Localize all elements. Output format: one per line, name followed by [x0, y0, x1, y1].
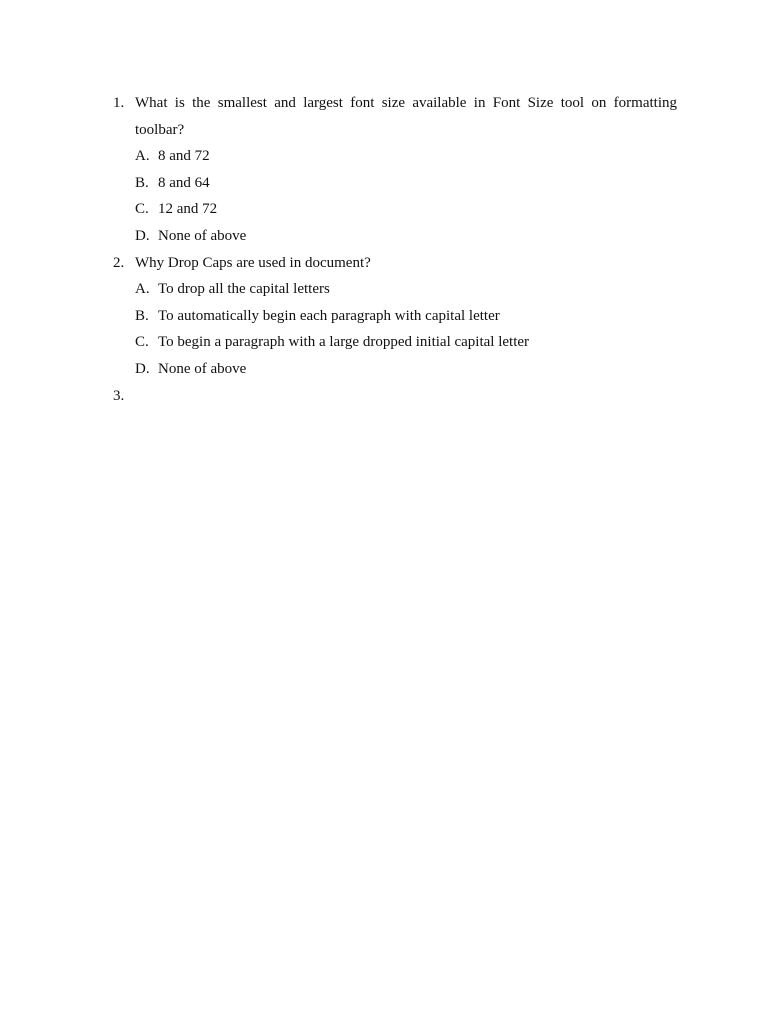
option-text: None of above: [158, 227, 247, 244]
option-item: [135, 143, 677, 170]
option-letter: B.: [135, 174, 149, 191]
option-text: 8 and 64: [158, 174, 210, 191]
option-letter: D.: [135, 227, 150, 244]
question-item: [113, 250, 677, 383]
option-letter: A.: [135, 148, 150, 165]
option-letter: C.: [135, 334, 149, 351]
option-text: To drop all the capital letters: [158, 281, 330, 298]
option-list: [135, 143, 677, 249]
option-letter: A.: [135, 281, 150, 298]
question-item: [113, 90, 677, 250]
option-text: 8 and 72: [158, 148, 210, 165]
option-item: [135, 356, 677, 383]
question-number: 2.: [113, 254, 125, 271]
option-item: [135, 223, 677, 250]
question-number: 1.: [113, 95, 125, 111]
option-list: [135, 276, 677, 382]
question-text: Why Drop Caps are used in document?: [135, 254, 371, 271]
option-item: [135, 329, 677, 356]
option-item: [135, 170, 677, 197]
option-item: [135, 276, 677, 303]
question-text: What is the smallest and largest font size available in Font Size tool on formatting toolbar?: [135, 95, 677, 138]
option-letter: C.: [135, 201, 149, 218]
question-list: [113, 90, 677, 409]
option-letter: D.: [135, 360, 150, 377]
option-letter: B.: [135, 307, 149, 324]
option-text: 12 and 72: [158, 201, 218, 218]
question-number: 3.: [113, 387, 125, 404]
option-item: [135, 196, 677, 223]
question-item: [113, 383, 677, 410]
option-text: To begin a paragraph with a large dropped initial capital letter: [158, 334, 530, 351]
option-text: None of above: [158, 360, 247, 377]
question-text: [135, 383, 677, 410]
option-item: [135, 303, 677, 330]
option-text: To automatically begin each paragraph with capital letter: [158, 307, 500, 324]
